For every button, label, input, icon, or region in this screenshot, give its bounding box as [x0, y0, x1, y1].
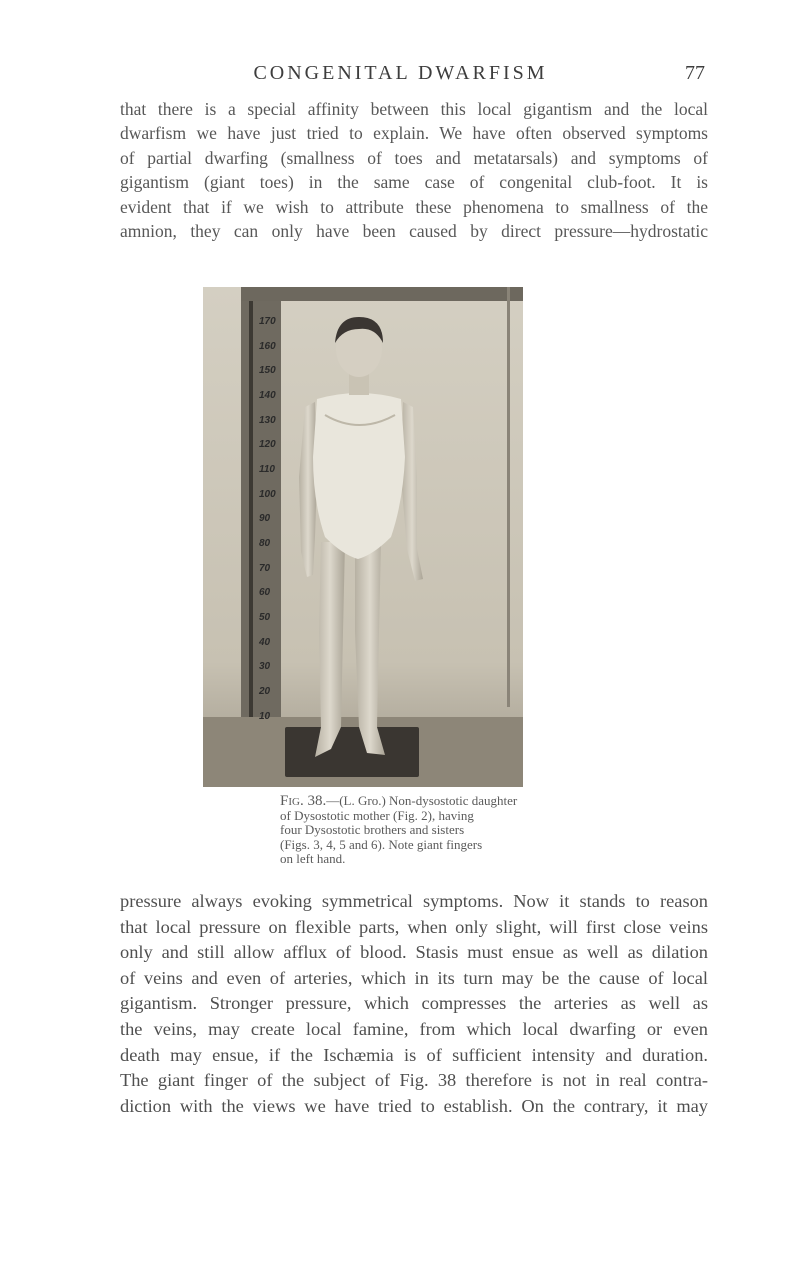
caption-line: of Dysostotic mother (Fig. 2), having [280, 807, 474, 823]
scale-tick-label: 130 [259, 415, 276, 426]
text-line: of partial dwarfing (smallness of toes and metatarsals) and symptoms of [120, 147, 708, 168]
scale-tick-label: 30 [259, 661, 271, 672]
scale-tick-label: 60 [259, 587, 271, 598]
page-number: 77 [685, 62, 705, 84]
photograph-drawing [203, 287, 523, 787]
running-head [0, 62, 801, 92]
text-line: only and still allow afflux of blood. Stasis must ensue as well as dilation [120, 942, 708, 963]
scale-tick-label: 50 [259, 612, 271, 623]
scale-tick-label: 20 [259, 686, 271, 697]
caption-line: four Dysostotic brothers and sisters [280, 822, 465, 838]
scale-tick-label: 150 [259, 365, 276, 376]
text-line: gigantism (giant toes) in the same case of congenital club-foot. It is [120, 172, 708, 193]
scale-tick-label: 70 [259, 563, 271, 574]
scale-tick-label: 110 [259, 464, 275, 475]
scale-tick-label: 140 [259, 390, 276, 401]
scale-tick-label: 90 [259, 513, 271, 524]
caption-line: (Figs. 3, 4, 5 and 6). Note giant fingers [280, 836, 483, 852]
caption-line [280, 794, 524, 809]
text-line: diction with the views we have tried to establish. On the contrary, it may [120, 1095, 708, 1116]
figure-caption [280, 794, 524, 867]
text-line: The giant finger of the subject of Fig. 38 therefore is not in real contra- [120, 1070, 708, 1091]
scale-tick-label: 120 [259, 439, 276, 450]
figure-label: Fig. 38. [280, 793, 327, 809]
running-title: CONGENITAL DWARFISM [253, 62, 548, 84]
text-line: that local pressure on flexible parts, when only slight, will first close veins [120, 916, 708, 937]
scale-tick-label: 40 [259, 637, 271, 648]
caption-text: —(L. Gro.) Non-dysostotic daughter [326, 793, 518, 808]
text-line: the veins, may create local famine, from which local dwarfing or even [120, 1018, 708, 1039]
paragraph-bottom [120, 889, 708, 1119]
scale-tick-label: 100 [259, 489, 276, 500]
text-line: pressure always evoking symmetrical symptoms. Now it stands to reason [120, 891, 708, 911]
paragraph-top [120, 97, 708, 243]
caption-line: on left hand. [280, 851, 346, 867]
text-line: dwarfism we have just tried to explain. We have often observed symptoms [120, 123, 708, 144]
text-line: death may ensue, if the Ischæmia is of sufficient intensity and duration. [120, 1044, 708, 1065]
text-line: evident that if we wish to attribute these phenomena to smallness of the [120, 196, 708, 217]
text-line: that there is a special affinity between this local gigantism and the local [120, 99, 708, 119]
scale-tick-label: 80 [259, 538, 271, 549]
scale-tick-label: 10 [259, 711, 271, 722]
text-line: gigantism. Stronger pressure, which compresses the arteries as well as [120, 993, 708, 1014]
text-line: of veins and even of arteries, which in its turn may be the cause of local [120, 967, 708, 988]
figure-photograph [203, 287, 523, 787]
scale-tick-label: 170 [259, 316, 276, 327]
scale-tick-label: 160 [259, 341, 276, 352]
text-line: amnion, they can only have been caused by direct pressure—hydrostatic [120, 221, 708, 242]
